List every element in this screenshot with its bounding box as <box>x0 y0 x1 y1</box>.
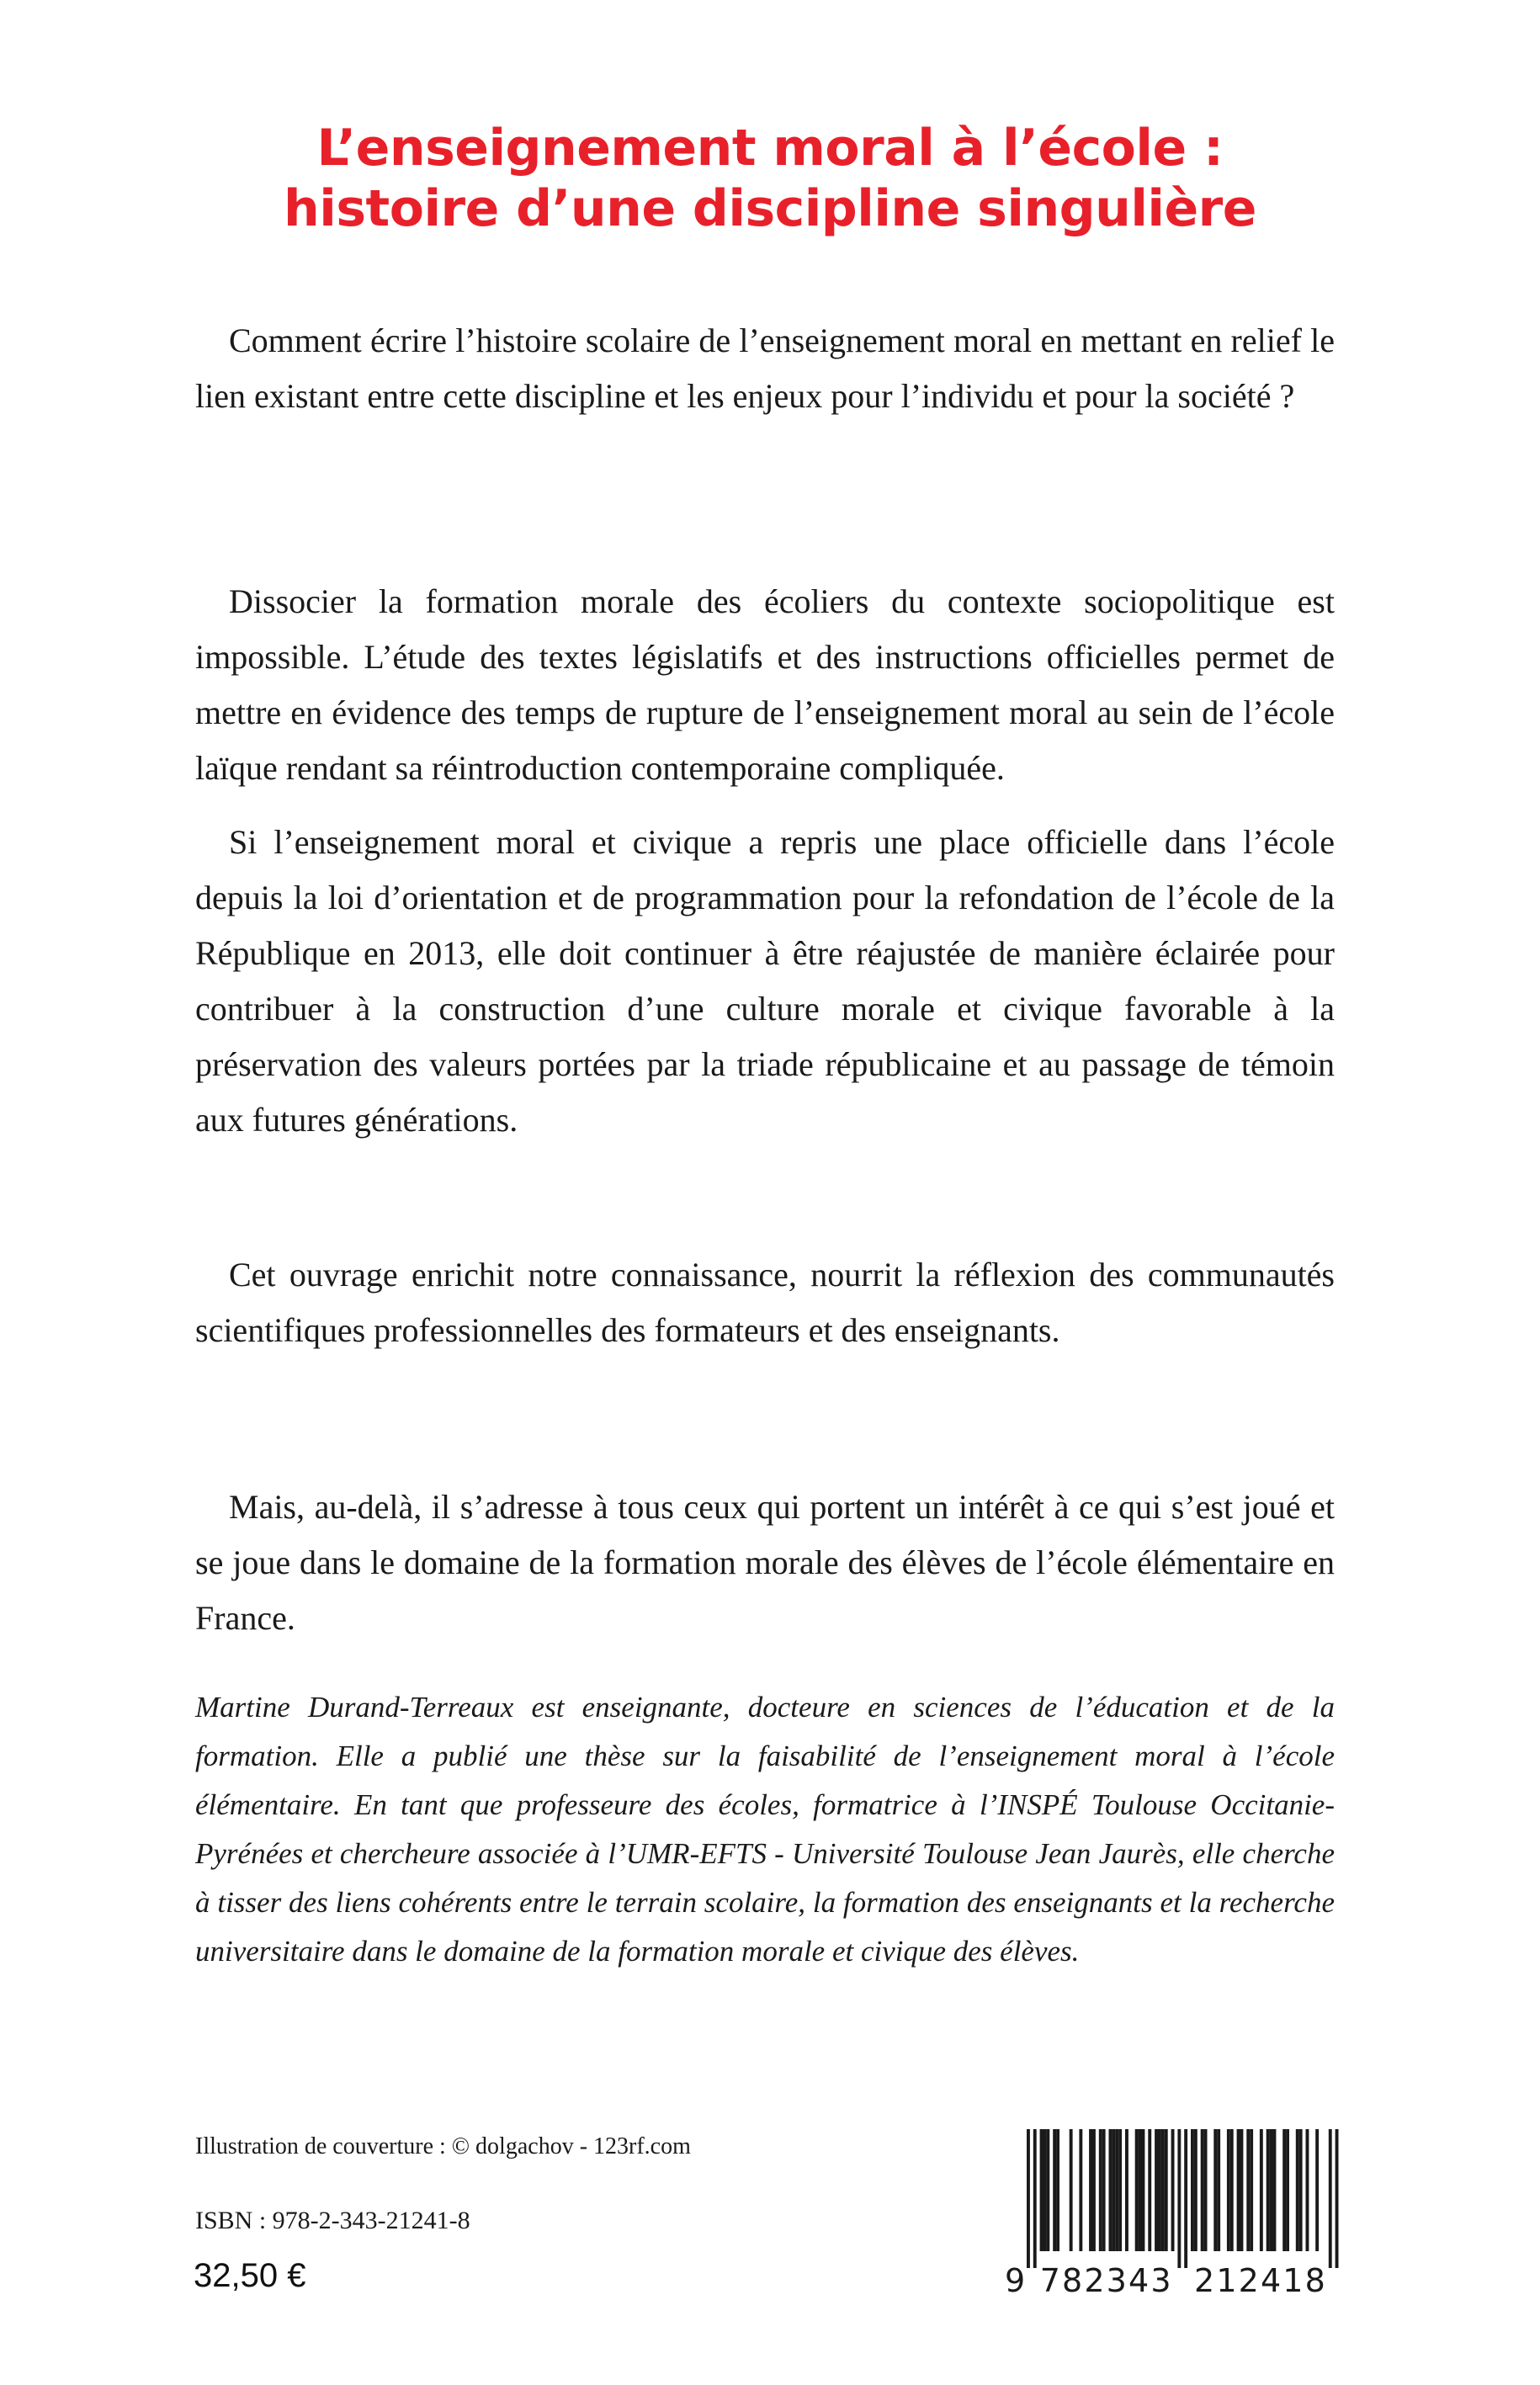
blurb-paragraph-4: Cet ouvrage enrichit notre connaissance, nourrit la réflexion des communautés scientifiques professionnelles des formateurs et des enseignants. <box>195 1256 1335 1349</box>
blurb-paragraph-1: Comment écrire l’histoire scolaire de l’enseignement moral en mettant en relief le lien existant entre cette discipline et les enjeux pour l’individu et pour la société ? <box>195 321 1335 415</box>
blurb-paragraph-5: Mais, au-delà, il s’adresse à tous ceux qui portent un intérêt à ce qui s’est joué et se joue dans le domaine de la formation morale des élèves de l’école élémentaire en France. <box>195 1488 1335 1637</box>
svg-text:9: 9 <box>1005 2262 1026 2297</box>
svg-text:212418: 212418 <box>1194 2262 1325 2297</box>
illustration-credit: Illustration de couverture : © dolgachov - 123rf.com <box>195 2133 691 2159</box>
price: 32,50 € <box>194 2257 306 2294</box>
book-title <box>0 118 1540 239</box>
isbn: ISBN : 978-2-343-21241-8 <box>195 2207 470 2234</box>
blurb-paragraph-3: Si l’enseignement moral et civique a repris une place officielle dans l’école depuis la loi d’orientation et de programmation pour la refondation de l’école de la République en 2013, elle doit continuer à être réajustée de manière éclairée pour contribuer à la construction d’une culture morale et civique favorable à la préservation des valeurs portées par la triade républicaine et au passage de témoin aux futures générations. <box>195 823 1335 1139</box>
author-bio <box>195 1683 1335 1976</box>
ean13-barcode-icon <box>1001 2125 1355 2297</box>
author-name: Martine Durand-Terreaux <box>195 1691 514 1724</box>
title-line-1: L’enseignement moral à l’école : <box>316 119 1224 178</box>
author-bio-text: est enseignante, docteure en sciences de l’éducation et de la formation. Elle a publié une thèse sur la faisabilité de l’enseignement moral à l’école élémentaire. En tant que professeure des écoles, formatrice à l’INSPÉ Toulouse Occitanie-Pyrénées et chercheure associée à l’UMR-EFTS - Université Toulouse Jean Jaurès, elle cherche à tisser des liens cohérents entre le terrain scolaire, la formation des enseignants et la recherche universitaire dans le domaine de la formation morale et civique des élèves. <box>195 1691 1335 1968</box>
svg-text:782343: 782343 <box>1039 2262 1171 2297</box>
title-line-2: histoire d’une discipline singulière <box>284 179 1256 238</box>
blurb-paragraph-2: Dissocier la formation morale des écoliers du contexte sociopolitique est impossible. L’étude des textes législatifs et des instructions officielles permet de mettre en évidence des temps de rupture de l’enseignement moral au sein de l’école laïque rendant sa réintroduction contemporaine compliquée. <box>195 582 1335 787</box>
